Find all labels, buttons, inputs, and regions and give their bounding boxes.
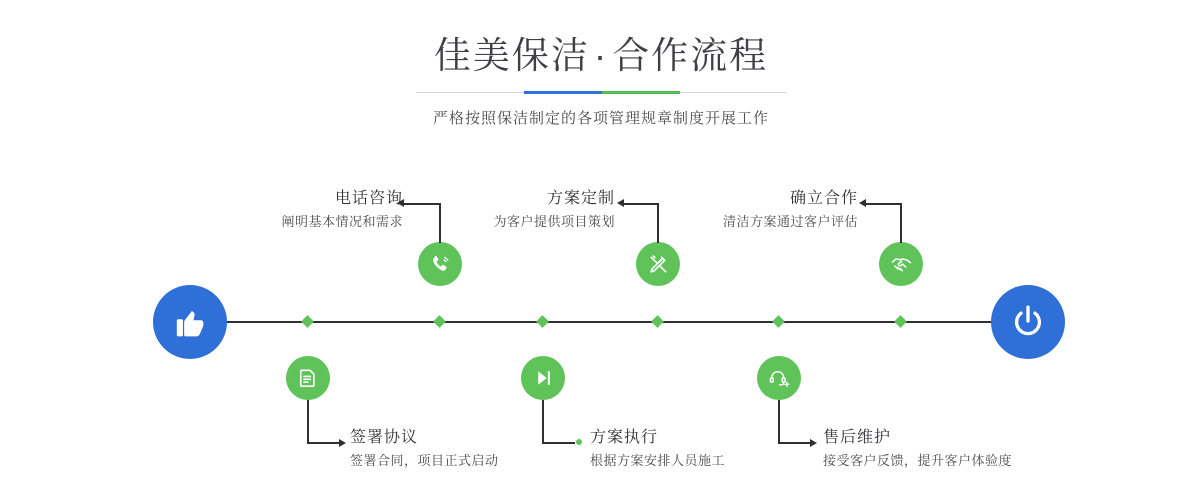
page-title-sub: 合作流程 <box>612 35 769 76</box>
play-next-icon <box>532 367 554 389</box>
connector-3-arrow <box>617 199 624 207</box>
step-desc-2: 签署合同，项目正式启动 <box>350 453 499 468</box>
connector-5-horizontal <box>866 203 901 205</box>
page-title-main: 佳美保洁 <box>433 35 590 76</box>
step-title-3: 方案定制 <box>546 190 615 207</box>
step-node-5[interactable] <box>879 242 923 286</box>
axis-marker-4 <box>536 315 549 328</box>
step-node-2[interactable] <box>286 356 330 400</box>
timeline-start-badge <box>153 285 227 359</box>
connector-4-endpoint <box>576 439 582 445</box>
phone-ring-icon <box>429 253 452 276</box>
headset-support-icon <box>768 367 790 389</box>
connector-2-arrow <box>339 439 346 447</box>
connector-3-horizontal <box>624 203 658 205</box>
connector-2-horizontal <box>307 442 339 444</box>
connector-4-horizontal <box>542 442 575 444</box>
step-label-2 <box>350 427 499 471</box>
step-desc-6: 接受客户反馈，提升客户体验度 <box>823 453 1013 468</box>
connector-5-arrow <box>859 199 866 207</box>
step-title-5: 确立合作 <box>789 190 858 207</box>
axis-marker-3 <box>651 315 664 328</box>
step-node-3[interactable] <box>636 242 680 286</box>
step-title-4: 方案执行 <box>590 429 659 446</box>
title-divider <box>416 91 786 94</box>
step-title-6: 售后维护 <box>823 429 892 446</box>
connector-3-vertical <box>657 203 659 243</box>
connector-6-arrow <box>810 439 817 447</box>
step-node-1[interactable] <box>418 242 462 286</box>
handshake-icon <box>890 253 913 276</box>
step-node-4[interactable] <box>521 356 565 400</box>
timeline-end-badge <box>991 285 1065 359</box>
power-icon <box>1009 303 1047 341</box>
step-title-2: 签署协议 <box>350 429 419 446</box>
pen-ruler-icon <box>647 253 670 276</box>
step-desc-5: 清洁方案通过客户评估 <box>722 214 858 229</box>
axis-marker-6 <box>772 315 785 328</box>
page-subtitle: 严格按照保洁制定的各项管理规章制度开展工作 <box>432 110 769 127</box>
divider-accent-blue <box>524 91 602 94</box>
page-header <box>0 32 1202 128</box>
step-label-1 <box>253 188 403 232</box>
step-label-5 <box>700 188 858 232</box>
document-edit-icon <box>297 367 319 389</box>
step-label-6 <box>823 427 1012 471</box>
step-desc-3: 为客户提供项目策划 <box>493 214 615 229</box>
step-label-3 <box>455 188 615 232</box>
connector-1-horizontal <box>404 203 440 205</box>
divider-accent-green <box>602 91 680 94</box>
step-node-6[interactable] <box>757 356 801 400</box>
connector-1-vertical <box>439 203 441 243</box>
step-desc-1: 阐明基本情况和需求 <box>281 214 403 229</box>
page-title <box>0 32 1202 80</box>
step-label-4 <box>590 427 725 471</box>
connector-4-vertical <box>542 400 544 443</box>
step-title-1: 电话咨询 <box>334 190 403 207</box>
connector-6-horizontal <box>778 442 810 444</box>
step-desc-4: 根据方案安排人员施工 <box>590 453 726 468</box>
page-title-separator: · <box>593 35 609 76</box>
thumbs-up-icon <box>172 304 208 340</box>
axis-marker-2 <box>301 315 314 328</box>
connector-6-vertical <box>778 400 780 443</box>
axis-marker-1 <box>433 315 446 328</box>
axis-marker-5 <box>894 315 907 328</box>
connector-2-vertical <box>307 400 309 443</box>
connector-5-vertical <box>900 203 902 243</box>
